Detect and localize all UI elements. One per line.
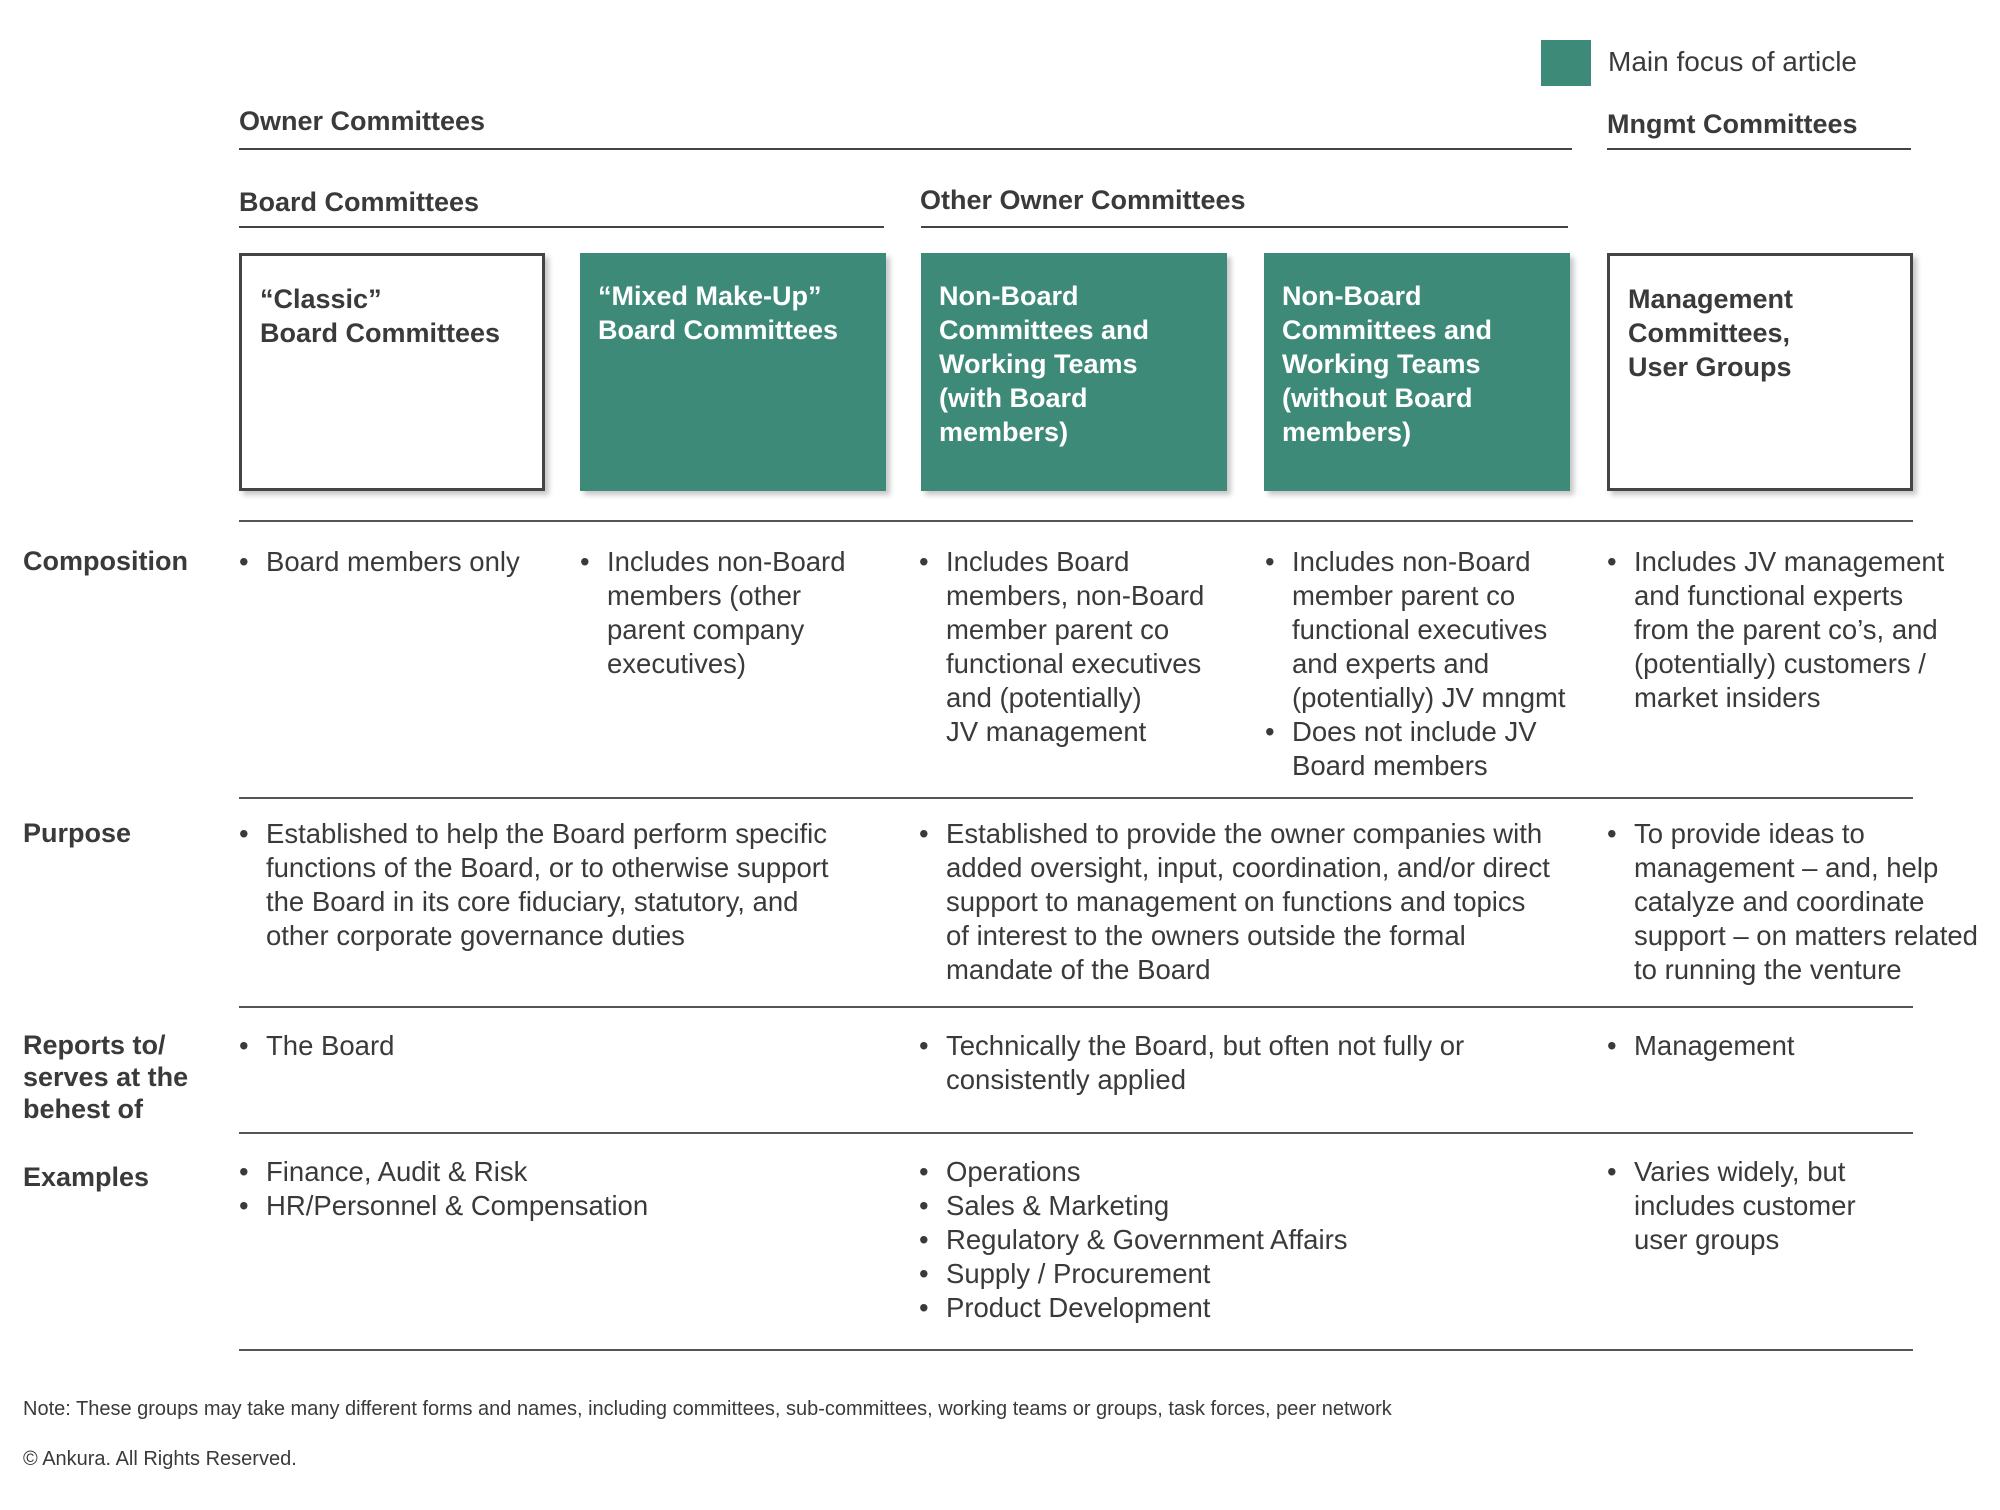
text-line: Committees, [1628,318,1791,348]
composition-cell [1265,545,1566,783]
non-board-with-members-box [921,253,1227,491]
text-line: • Does not include JV [1292,716,1537,747]
other-owner-committees-heading: Other Owner Committees [920,185,1246,215]
text-line: Non-Board [1282,281,1422,311]
other-owner-committees-underline [921,226,1568,228]
text-line: (without Board [1282,383,1473,413]
text-line: of interest to the owners outside the formal [946,920,1466,951]
bullet-item [1607,817,1978,987]
text-line: • HR/Personnel & Compensation [266,1190,649,1221]
bullet-item [919,1189,1348,1223]
row-divider [239,1132,1913,1134]
bullet-item [919,1291,1348,1325]
text-line: support to management on functions and topics [946,886,1526,917]
text-line: user groups [1634,1224,1780,1255]
text-line: (potentially) JV mngmt [1292,682,1566,713]
text-line: • Board members only [266,546,520,577]
text-line: • Operations [946,1156,1081,1187]
text-line: functions of the Board, or to otherwise support [266,852,829,883]
text-line: Working Teams [939,349,1138,379]
mixed-makeup-board-committees-box [580,253,886,491]
examples-cell [1607,1155,1856,1257]
purpose-cell [239,817,829,953]
text-line: serves at the [23,1062,189,1092]
text-line: functional executives [946,648,1202,679]
text-line: and (potentially) [946,682,1142,713]
bullet-item [239,817,829,953]
owner-committees-underline [239,148,1572,150]
text-line: catalyze and coordinate [1634,886,1925,917]
text-line: behest of [23,1094,144,1124]
bullet-item [1607,1155,1856,1257]
text-line: member parent co [1292,580,1516,611]
text-line: parent company [607,614,805,645]
text-line: • Established to help the Board perform specific [266,818,827,849]
text-line: market insiders [1634,682,1821,713]
text-line: Composition [23,546,188,576]
row-label-examples [23,1161,149,1193]
text-line: • Supply / Procurement [946,1258,1211,1289]
board-committees-underline [239,226,884,228]
text-line: Purpose [23,818,132,848]
text-line: (with Board [939,383,1088,413]
text-line: members, non-Board [946,580,1205,611]
text-line: “Mixed Make-Up” [598,281,822,311]
classic-board-committees-box [239,253,545,491]
text-line: (potentially) customers / [1634,648,1926,679]
text-line: to running the venture [1634,954,1902,985]
row-label-reports [23,1029,188,1125]
reports-cell [919,1029,1464,1097]
composition-cell [919,545,1204,749]
text-line: User Groups [1628,352,1792,382]
mngmt-committees-underline [1607,148,1911,150]
bullet-item [919,1155,1348,1189]
row-label-composition [23,545,188,577]
text-line: • Established to provide the owner companies with [946,818,1543,849]
owner-committees-heading: Owner Committees [239,106,486,136]
text-line: • Regulatory & Government Affairs [946,1224,1348,1255]
text-line: and functional experts [1634,580,1904,611]
text-line: Non-Board [939,281,1079,311]
row-divider [239,520,1913,522]
text-line: Working Teams [1282,349,1481,379]
text-line: Board Committees [260,318,501,348]
text-line: functional executives [1292,614,1548,645]
text-line: • The Board [266,1030,395,1061]
bullet-item [239,1155,648,1189]
text-line: • Product Development [946,1292,1211,1323]
text-line: Board Committees [598,315,839,345]
text-line: from the parent co’s, and [1634,614,1938,645]
text-line: other corporate governance duties [266,920,685,951]
management-committees-box [1607,253,1913,491]
text-line: • Technically the Board, but often not fully or [946,1030,1465,1061]
copyright: © Ankura. All Rights Reserved. [23,1448,297,1470]
board-committees-heading: Board Committees [239,187,480,217]
text-line: members) [1282,417,1412,447]
bullet-item [239,1189,648,1223]
text-line: • Includes non-Board [607,546,846,577]
row-label-purpose [23,817,131,849]
row-divider [239,1006,1913,1008]
bullet-item [919,1223,1348,1257]
text-line: • Includes JV management [1634,546,1945,577]
non-board-without-members-box [1264,253,1570,491]
text-line: Committees and [939,315,1150,345]
text-line: • Includes Board [946,546,1130,577]
composition-cell [1607,545,1944,715]
bullet-item [239,1029,394,1063]
text-line: executives) [607,648,747,679]
row-divider [239,1349,1913,1351]
bullet-item [919,545,1204,749]
text-line: JV management [946,716,1147,747]
text-line: members) [939,417,1069,447]
composition-cell [580,545,846,681]
bullet-item [1265,545,1566,715]
text-line: Reports to/ [23,1030,166,1060]
text-line: Examples [23,1162,150,1192]
text-line: management – and, help [1634,852,1939,883]
text-line: • Includes non-Board [1292,546,1531,577]
text-line: includes customer [1634,1190,1856,1221]
mngmt-committees-heading: Mngmt Committees [1607,109,1858,139]
text-line: Management [1628,284,1794,314]
bullet-item [919,1029,1464,1097]
text-line: Committees and [1282,315,1493,345]
bullet-item [239,545,520,579]
text-line: • Varies widely, but [1634,1156,1846,1187]
legend-label: Main focus of article [1608,46,1857,77]
bullet-item [1265,715,1566,783]
text-line: member parent co [946,614,1170,645]
text-line: support – on matters related [1634,920,1978,951]
text-line: “Classic” [260,284,382,314]
purpose-cell [1607,817,1978,987]
examples-cell [919,1155,1348,1325]
bullet-item [1607,1029,1795,1063]
text-line: members (other [607,580,802,611]
bullet-item [919,817,1550,987]
reports-cell [239,1029,394,1063]
row-divider [239,797,1913,799]
text-line: • Management [1634,1030,1795,1061]
text-line: • To provide ideas to [1634,818,1865,849]
legend-swatch [1541,40,1591,86]
composition-cell [239,545,520,579]
bullet-item [919,1257,1348,1291]
text-line: consistently applied [946,1064,1187,1095]
text-line: the Board in its core fiduciary, statutory, and [266,886,799,917]
text-line: • Sales & Marketing [946,1190,1170,1221]
purpose-cell [919,817,1550,987]
bullet-item [1607,545,1944,715]
text-line: added oversight, input, coordination, and/or direct [946,852,1550,883]
text-line: mandate of the Board [946,954,1211,985]
bullet-item [580,545,846,681]
examples-cell [239,1155,648,1223]
footnote: Note: These groups may take many different forms and names, including committees, sub-committees, working teams or groups, task forces, peer network [23,1398,1392,1420]
text-line: • Finance, Audit & Risk [266,1156,528,1187]
text-line: and experts and [1292,648,1490,679]
reports-cell [1607,1029,1795,1063]
text-line: Board members [1292,750,1488,781]
